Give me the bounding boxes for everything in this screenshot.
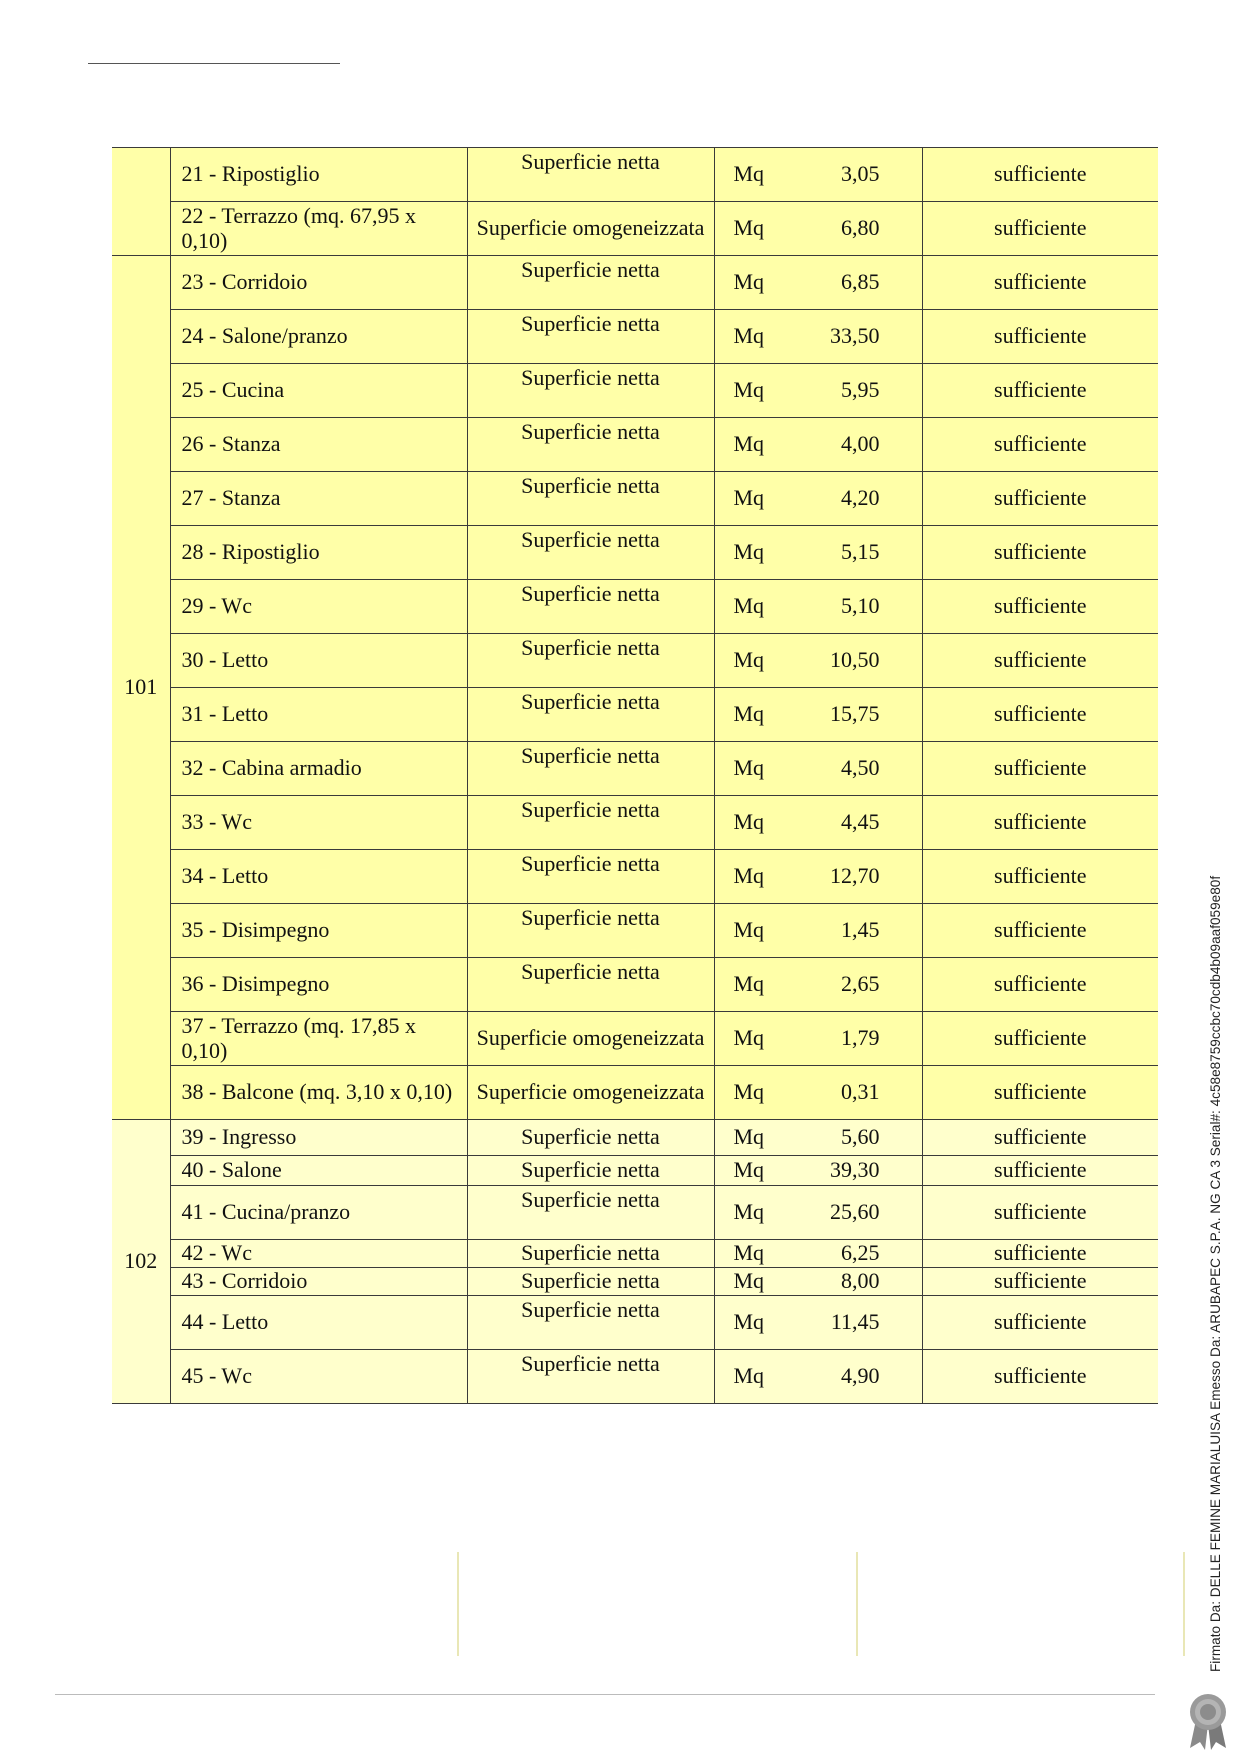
adequacy-status: sufficiente — [922, 1120, 1158, 1156]
table-row — [112, 310, 1158, 364]
adequacy-status: sufficiente — [922, 904, 1158, 958]
adequacy-status: sufficiente — [922, 850, 1158, 904]
measure-value: 8,00 — [841, 1268, 880, 1294]
table-row — [112, 256, 1158, 310]
unit-number: 102 — [112, 1120, 170, 1404]
room-name: 36 - Disimpegno — [170, 958, 467, 1012]
unit-number — [112, 148, 170, 256]
surface-type: Superficie netta — [467, 472, 714, 526]
room-name: 43 - Corridoio — [170, 1268, 467, 1296]
measure-unit: Mq — [733, 1240, 765, 1266]
table-row — [112, 418, 1158, 472]
adequacy-status: sufficiente — [922, 364, 1158, 418]
surface-type: Superficie netta — [467, 148, 714, 202]
surface-type: Superficie netta — [467, 688, 714, 742]
column-divider — [457, 1552, 459, 1656]
surface-type: Superficie netta — [467, 1296, 714, 1350]
adequacy-status: sufficiente — [922, 634, 1158, 688]
room-name: 38 - Balcone (mq. 3,10 x 0,10) — [170, 1066, 467, 1120]
table-row — [112, 1012, 1158, 1066]
surface-type: Superficie netta — [467, 1240, 714, 1268]
signature-seal-icon — [1186, 1690, 1230, 1750]
measure-unit: Mq — [733, 539, 765, 565]
room-name: 37 - Terrazzo (mq. 17,85 x 0,10) — [170, 1012, 467, 1066]
table-row — [112, 202, 1158, 256]
measure-unit: Mq — [733, 863, 765, 889]
measure-value: 10,50 — [830, 647, 880, 673]
room-name: 22 - Terrazzo (mq. 67,95 x 0,10) — [170, 202, 467, 256]
measure-unit: Mq — [733, 323, 765, 349]
measure-unit: Mq — [733, 1079, 765, 1105]
room-name: 24 - Salone/pranzo — [170, 310, 467, 364]
table-row — [112, 1120, 1158, 1156]
adequacy-status: sufficiente — [922, 1186, 1158, 1240]
surface-type: Superficie netta — [467, 526, 714, 580]
surface-measure — [714, 1350, 922, 1404]
table-row — [112, 1066, 1158, 1120]
table-row — [112, 364, 1158, 418]
surface-type: Superficie omogeneizzata — [467, 1066, 714, 1120]
measure-unit: Mq — [733, 701, 765, 727]
room-name: 40 - Salone — [170, 1156, 467, 1186]
adequacy-status: sufficiente — [922, 418, 1158, 472]
adequacy-status: sufficiente — [922, 688, 1158, 742]
room-name: 26 - Stanza — [170, 418, 467, 472]
room-name: 32 - Cabina armadio — [170, 742, 467, 796]
adequacy-status: sufficiente — [922, 148, 1158, 202]
measure-value: 6,80 — [841, 215, 880, 241]
measure-unit: Mq — [733, 1309, 765, 1335]
adequacy-status: sufficiente — [922, 1012, 1158, 1066]
surface-measure — [714, 1186, 922, 1240]
column-divider — [1183, 1552, 1185, 1656]
measure-value: 12,70 — [830, 863, 880, 889]
measure-value: 3,05 — [841, 161, 880, 187]
table-row — [112, 1186, 1158, 1240]
surface-type: Superficie netta — [467, 742, 714, 796]
table-row — [112, 1268, 1158, 1296]
unit-number: 101 — [112, 256, 170, 1120]
measure-value: 1,79 — [841, 1025, 880, 1051]
surface-measure — [714, 1296, 922, 1350]
surface-type: Superficie netta — [467, 796, 714, 850]
adequacy-status: sufficiente — [922, 526, 1158, 580]
surface-type: Superficie omogeneizzata — [467, 1012, 714, 1066]
surface-type: Superficie netta — [467, 580, 714, 634]
table-row — [112, 850, 1158, 904]
measure-value: 2,65 — [841, 971, 880, 997]
surface-type: Superficie netta — [467, 256, 714, 310]
measure-value: 4,90 — [841, 1363, 880, 1389]
surface-measure — [714, 1120, 922, 1156]
room-name: 30 - Letto — [170, 634, 467, 688]
room-name: 41 - Cucina/pranzo — [170, 1186, 467, 1240]
column-divider — [856, 1552, 858, 1656]
measure-value: 15,75 — [830, 701, 880, 727]
measure-value: 6,25 — [841, 1240, 880, 1266]
surface-measure — [714, 310, 922, 364]
room-name: 27 - Stanza — [170, 472, 467, 526]
room-name: 31 - Letto — [170, 688, 467, 742]
measure-value: 5,15 — [841, 539, 880, 565]
measure-unit: Mq — [733, 593, 765, 619]
table-row — [112, 958, 1158, 1012]
adequacy-status: sufficiente — [922, 1296, 1158, 1350]
table-row — [112, 688, 1158, 742]
surface-measure — [714, 850, 922, 904]
surface-measure — [714, 796, 922, 850]
table-row — [112, 1296, 1158, 1350]
table-row — [112, 526, 1158, 580]
room-name: 34 - Letto — [170, 850, 467, 904]
measure-value: 4,20 — [841, 485, 880, 511]
table-row — [112, 148, 1158, 202]
measure-unit: Mq — [733, 431, 765, 457]
measure-unit: Mq — [733, 971, 765, 997]
table-row — [112, 580, 1158, 634]
surface-measure — [714, 256, 922, 310]
adequacy-status: sufficiente — [922, 1156, 1158, 1186]
measure-value: 1,45 — [841, 917, 880, 943]
measure-unit: Mq — [733, 1124, 765, 1150]
surface-type: Superficie netta — [467, 634, 714, 688]
room-name: 44 - Letto — [170, 1296, 467, 1350]
surface-type: Superficie netta — [467, 1350, 714, 1404]
room-name: 39 - Ingresso — [170, 1120, 467, 1156]
table-row — [112, 1156, 1158, 1186]
measure-value: 39,30 — [830, 1157, 880, 1183]
adequacy-status: sufficiente — [922, 958, 1158, 1012]
surface-measure — [714, 634, 922, 688]
adequacy-status: sufficiente — [922, 796, 1158, 850]
table-row — [112, 1350, 1158, 1404]
measure-value: 0,31 — [841, 1079, 880, 1105]
room-name: 28 - Ripostiglio — [170, 526, 467, 580]
measure-value: 4,50 — [841, 755, 880, 781]
surface-measure — [714, 526, 922, 580]
table-row — [112, 634, 1158, 688]
measure-value: 4,00 — [841, 431, 880, 457]
surface-measure — [714, 1012, 922, 1066]
table-row — [112, 1240, 1158, 1268]
adequacy-status: sufficiente — [922, 256, 1158, 310]
measure-unit: Mq — [733, 1268, 765, 1294]
room-name: 29 - Wc — [170, 580, 467, 634]
header-rule — [88, 63, 340, 64]
surface-measure — [714, 1240, 922, 1268]
measure-unit: Mq — [733, 485, 765, 511]
measure-unit: Mq — [733, 377, 765, 403]
measure-unit: Mq — [733, 1157, 765, 1183]
adequacy-status: sufficiente — [922, 310, 1158, 364]
surface-type: Superficie netta — [467, 1120, 714, 1156]
digital-signature-text: Firmato Da: DELLE FEMINE MARIALUISA Emesso Da: ARUBAPEC S.P.A. NG CA 3 Serial#: 4c58e8759ccbc70cdb4b09aaf059e80f — [1208, 875, 1223, 1672]
room-surface-table — [112, 147, 1158, 1404]
surface-type: Superficie netta — [467, 850, 714, 904]
room-name: 21 - Ripostiglio — [170, 148, 467, 202]
room-name: 23 - Corridoio — [170, 256, 467, 310]
measure-unit: Mq — [733, 1025, 765, 1051]
measure-value: 5,95 — [841, 377, 880, 403]
surface-measure — [714, 1268, 922, 1296]
surface-measure — [714, 1066, 922, 1120]
surface-type: Superficie netta — [467, 364, 714, 418]
measure-value: 25,60 — [830, 1199, 880, 1225]
surface-measure — [714, 580, 922, 634]
surface-measure — [714, 472, 922, 526]
measure-unit: Mq — [733, 161, 765, 187]
surface-type: Superficie omogeneizzata — [467, 202, 714, 256]
surface-measure — [714, 742, 922, 796]
footer-rule — [55, 1694, 1155, 1695]
measure-value: 33,50 — [830, 323, 880, 349]
room-name: 25 - Cucina — [170, 364, 467, 418]
surface-type: Superficie netta — [467, 1268, 714, 1296]
room-name: 33 - Wc — [170, 796, 467, 850]
measure-unit: Mq — [733, 647, 765, 673]
surface-measure — [714, 688, 922, 742]
measure-unit: Mq — [733, 1199, 765, 1225]
surface-measure — [714, 418, 922, 472]
surface-type: Superficie netta — [467, 1156, 714, 1186]
measure-unit: Mq — [733, 809, 765, 835]
surface-type: Superficie netta — [467, 310, 714, 364]
measure-unit: Mq — [733, 755, 765, 781]
surface-measure — [714, 202, 922, 256]
adequacy-status: sufficiente — [922, 1350, 1158, 1404]
measure-unit: Mq — [733, 917, 765, 943]
measure-unit: Mq — [733, 215, 765, 241]
adequacy-status: sufficiente — [922, 1268, 1158, 1296]
surface-measure — [714, 904, 922, 958]
measure-unit: Mq — [733, 269, 765, 295]
adequacy-status: sufficiente — [922, 742, 1158, 796]
measure-unit: Mq — [733, 1363, 765, 1389]
room-name: 45 - Wc — [170, 1350, 467, 1404]
table-row — [112, 796, 1158, 850]
surface-type: Superficie netta — [467, 1186, 714, 1240]
adequacy-status: sufficiente — [922, 472, 1158, 526]
table-row — [112, 472, 1158, 526]
measure-value: 11,45 — [830, 1309, 880, 1335]
adequacy-status: sufficiente — [922, 1066, 1158, 1120]
surface-measure — [714, 1156, 922, 1186]
room-name: 42 - Wc — [170, 1240, 467, 1268]
adequacy-status: sufficiente — [922, 1240, 1158, 1268]
table-row — [112, 904, 1158, 958]
measure-value: 4,45 — [841, 809, 880, 835]
adequacy-status: sufficiente — [922, 580, 1158, 634]
surface-type: Superficie netta — [467, 958, 714, 1012]
room-name: 35 - Disimpegno — [170, 904, 467, 958]
measure-value: 6,85 — [841, 269, 880, 295]
measure-value: 5,10 — [841, 593, 880, 619]
surface-type: Superficie netta — [467, 418, 714, 472]
table-row — [112, 742, 1158, 796]
surface-type: Superficie netta — [467, 904, 714, 958]
surface-measure — [714, 364, 922, 418]
surface-measure — [714, 148, 922, 202]
adequacy-status: sufficiente — [922, 202, 1158, 256]
measure-value: 5,60 — [841, 1124, 880, 1150]
surface-measure — [714, 958, 922, 1012]
